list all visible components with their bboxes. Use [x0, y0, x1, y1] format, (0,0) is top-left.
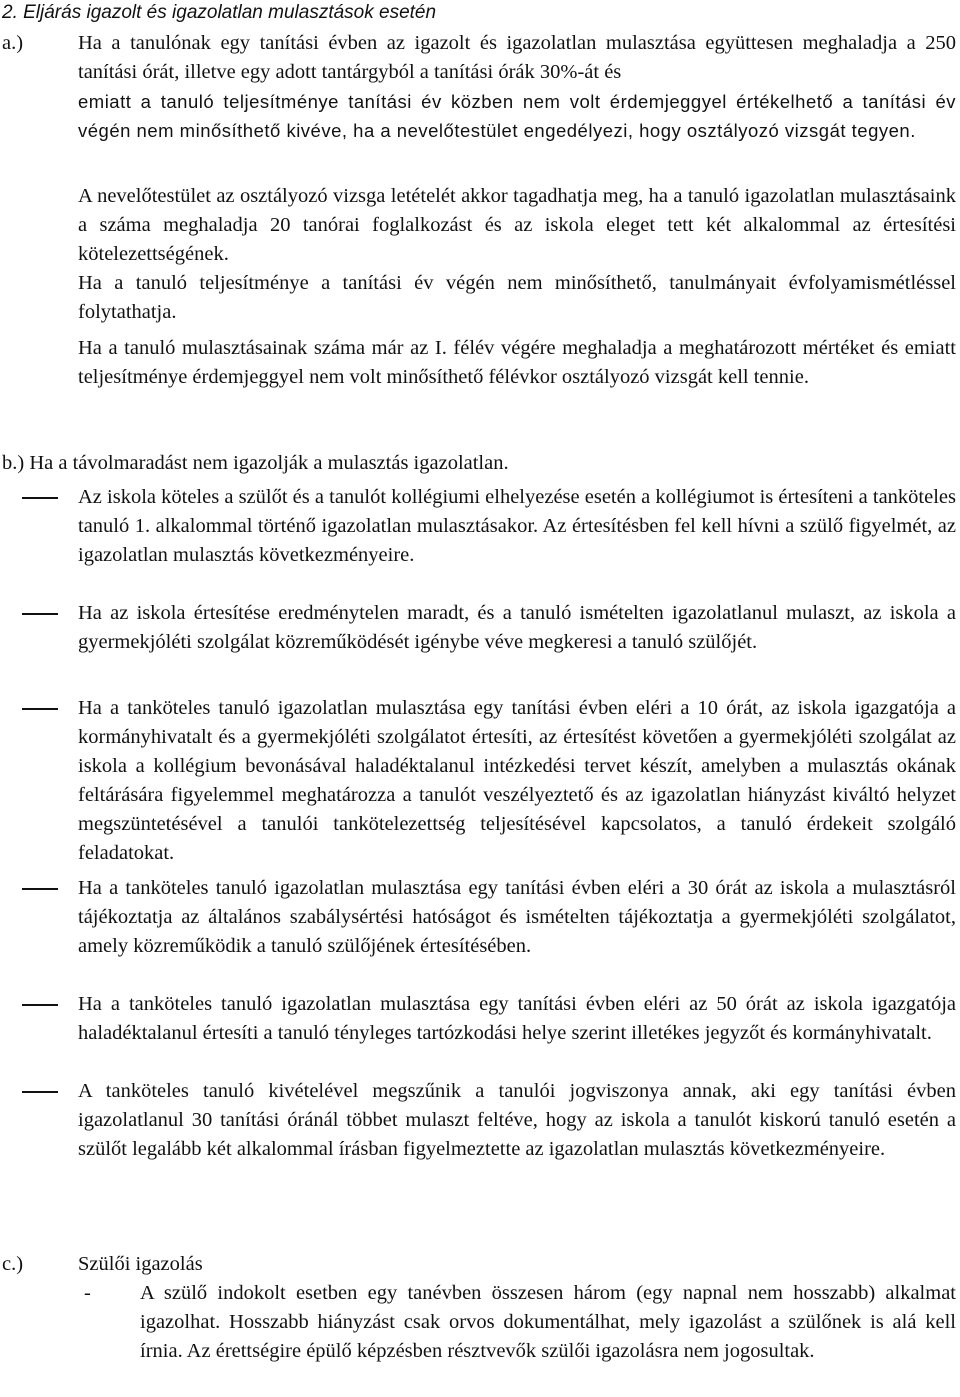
section-b-item-1: Az iskola köteles a szülőt és a tanulót kollégiumi elhelyezése esetén a kollégiumot is értesíteni a tanköteles tanuló 1. alkalommal történő igazolatlan mulasztásakor. Az értesítésben fel kell hívni a szülő figyelmét, az igazolatlan mulasztás következményeire.	[78, 486, 956, 566]
section-a-paragraph-3: Ha a tanuló teljesítménye a tanítási év végén nem minősíthető, tanulmányait évfolyamismétléssel folytathatja.	[78, 272, 956, 323]
section-a-p1-first: Ha a tanulónak egy tanítási évben az igazolt és igazolatlan mulasztása együttesen meghaladja a 250 tanítási órát, illetve egy adott tantárgyból a tanítási órák 30%-át és	[78, 32, 956, 83]
section-a-p1-rest: emiatt a tanuló teljesítménye tanítási év közben nem volt érdemjeggyel értékelhető a tanítási év végén nem minősíthető kivéve, ha a nevelőtestület engedélyezi, hogy osztályozó vizsgát tegyen.	[78, 91, 956, 141]
dash-bullet-icon	[22, 497, 58, 499]
section-a-paragraph-2: A nevelőtestület az osztályozó vizsga letételét akkor tagadhatja meg, ha a tanuló igazolatlan mulasztásaink a száma meghaladja 20 tanórai foglalkozást és az iskola eleget tett két alkalommal az értesítési kötelezettségének.	[78, 185, 956, 265]
hyphen-bullet-icon: -	[84, 1282, 91, 1304]
section-b-item-5: Ha a tanköteles tanuló igazolatlan mulasztása egy tanítási évben eléri az 50 órát az iskola igazgatója haladéktalanul értesíti a tanuló tényleges tartózkodási helye szerint illetékes jegyzőt és kormányhivatalt.	[78, 993, 956, 1044]
section-b-item-3: Ha a tanköteles tanuló igazolatlan mulasztása egy tanítási évben eléri a 10 órát, az iskola igazgatója a kormányhivatalt és a gyermekjóléti szolgálatot értesíti, az értesítést követően a gyermekjóléti szolgálat az iskola a kollégium bevonásával haladéktalanul intézkedési tervet készít, amelyben a mulasztás okának feltárására figyelemmel meghatározza a tanulót veszélyeztető és az igazolatlan hiányzást kiváltó helyzet megszüntetésével a tanulói tankötelezettség teljesítésével kapcsolatos, a tanuló érdekeit szolgáló feladatokat.	[78, 697, 956, 864]
dash-bullet-icon	[22, 708, 58, 710]
section-a-paragraph-4: Ha a tanuló mulasztásainak száma már az I. félév végére meghaladja a meghatározott mértéket és emiatt teljesítménye érdemjeggyel nem volt minősíthető félévkor osztályozó vizsgát kell tennie.	[78, 337, 956, 388]
dash-bullet-icon	[22, 888, 58, 890]
section-b-item-4: Ha a tanköteles tanuló igazolatlan mulasztása egy tanítási évben eléri a 30 órát az iskola a mulasztásról tájékoztatja az általános szabálysértési hatóságot és ismételten tájékoztatja a gyermekjóléti szolgálatot, amely közreműködik a tanuló szülőjének értesítésében.	[78, 877, 956, 957]
dash-bullet-icon	[22, 1091, 58, 1093]
section-b-item-6: A tanköteles tanuló kivételével megszűnik a tanulói jogviszonya annak, aki egy tanítási évben igazolatlanul 30 tanítási óránál többet mulaszt feltéve, hogy az iskola a tanulót kiskorú tanuló esetén a szülőt legalább két alkalommal írásban figyelmeztette az igazolatlan mulasztás következményeire.	[78, 1080, 956, 1160]
section-heading: 2. Eljárás igazolt és igazolatlan mulasztások esetén	[2, 2, 437, 23]
dash-bullet-icon	[22, 1004, 58, 1006]
section-c-item: A szülő indokolt esetben egy tanévben összesen három (egy napnal nem hosszabb) alkalmat igazolhat. Hosszabb hiányzást csak orvos dokumentálhat, mely igazolást a szülőnek is alá kell írnia. Az érettségire épülő képzésben résztvevők szülői igazolásra nem jogosultak.	[140, 1282, 956, 1362]
section-c-title: Szülői igazolás	[78, 1253, 203, 1275]
section-b-title: b.) Ha a távolmaradást nem igazolják a mulasztás igazolatlan.	[2, 452, 509, 474]
section-a-label: a.)	[2, 32, 24, 54]
section-a-paragraph-1	[78, 29, 956, 87]
section-a-paragraph-1-rest	[78, 87, 956, 145]
section-c-label: c.)	[2, 1253, 24, 1275]
dash-bullet-icon	[22, 613, 58, 615]
section-b-item-2: Ha az iskola értesítése eredménytelen maradt, és a tanuló ismételten igazolatlanul mulaszt, az iskola a gyermekjóléti szolgálat közreműködését igénybe véve megkeresi a tanuló szülőjét.	[78, 602, 956, 653]
